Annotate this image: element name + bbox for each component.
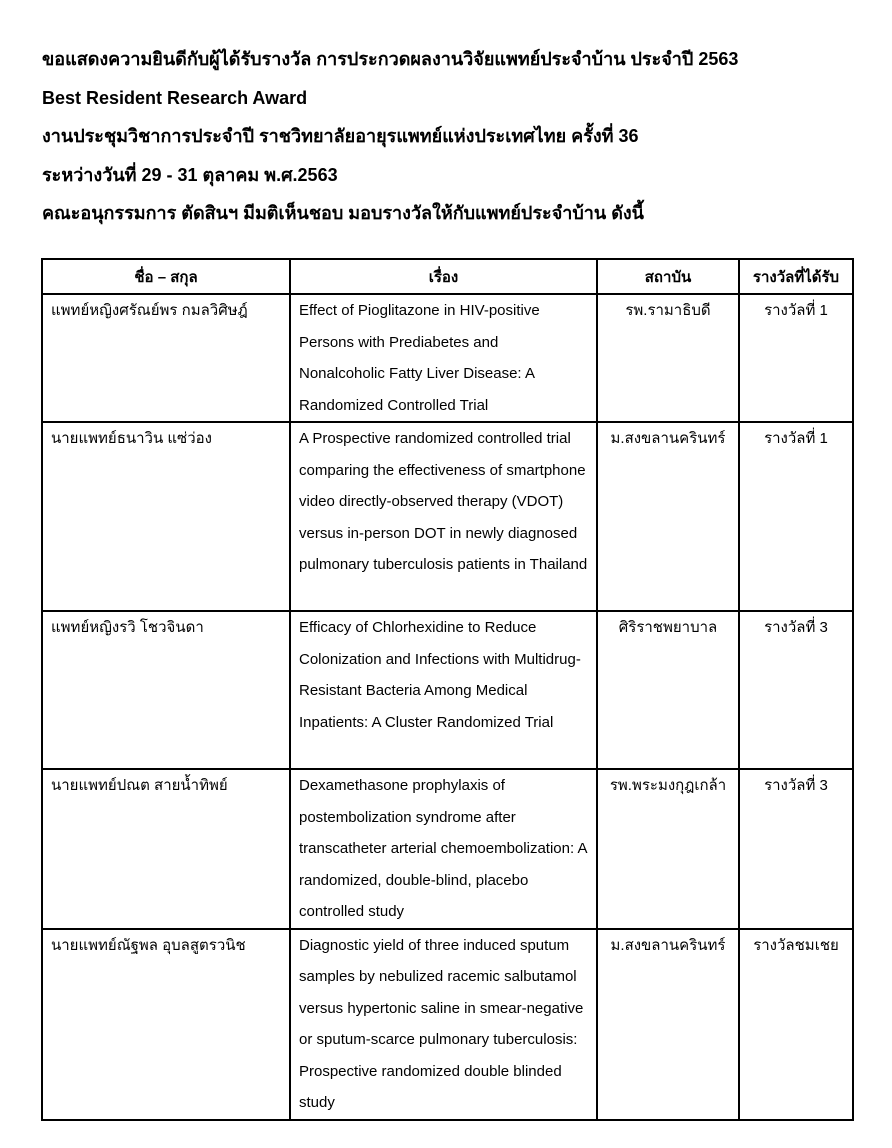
header-title: เรื่อง — [290, 259, 597, 294]
cell-name: นายแพทย์ณัฐพล อุบลสูตรวนิช — [42, 929, 290, 1120]
table-row — [42, 929, 853, 1120]
document-header — [42, 44, 872, 237]
awards-table — [41, 258, 854, 1121]
cell-award: รางวัลที่ 3 — [739, 611, 853, 769]
cell-name: นายแพทย์ธนาวิน แซ่ว่อง — [42, 422, 290, 611]
cell-name: แพทย์หญิงศรัณย์พร กมลวิศิษฎ์ — [42, 294, 290, 422]
cell-institution: รพ.รามาธิบดี — [597, 294, 739, 422]
cell-title: Efficacy of Chlorhexidine to Reduce Colonization and Infections with Multidrug-Resistant Bacteria Among Medical Inpatients: A Cluster Randomized Trial — [290, 611, 597, 769]
table-row — [42, 611, 853, 769]
cell-award: รางวัลที่ 1 — [739, 422, 853, 611]
cell-title: Diagnostic yield of three induced sputum samples by nebulized racemic salbutamol versus hypertonic saline in smear-negative or sputum-scarce pulmonary tuberculosis: Prospective randomized double blinded study — [290, 929, 597, 1120]
cell-award: รางวัลที่ 3 — [739, 769, 853, 929]
cell-institution: ศิริราชพยาบาล — [597, 611, 739, 769]
cell-title: Effect of Pioglitazone in HIV-positive Persons with Prediabetes and Nonalcoholic Fatty Liver Disease: A Randomized Controlled Trial — [290, 294, 597, 422]
committee-statement: คณะอนุกรรมการ ตัดสินฯ มีมติเห็นชอบ มอบรางวัลให้กับแพทย์ประจำบ้าน ดังนี้ — [42, 203, 644, 223]
conference-name: งานประชุมวิชาการประจำปี ราชวิทยาลัยอายุรแพทย์แห่งประเทศไทย ครั้งที่ 36 — [42, 126, 639, 146]
header-name: ชื่อ – สกุล — [42, 259, 290, 294]
header-award: รางวัลที่ได้รับ — [739, 259, 853, 294]
header-institution: สถาบัน — [597, 259, 739, 294]
table-row — [42, 294, 853, 422]
cell-institution: รพ.พระมงกุฎเกล้า — [597, 769, 739, 929]
table-row — [42, 769, 853, 929]
cell-institution: ม.สงขลานครินทร์ — [597, 422, 739, 611]
cell-award: รางวัลที่ 1 — [739, 294, 853, 422]
congratulations-heading: ขอแสดงความยินดีกับผู้ได้รับรางวัล การประกวดผลงานวิจัยแพทย์ประจำบ้าน ประจำปี 2563 — [42, 49, 739, 69]
table-header-row — [42, 259, 853, 294]
cell-award: รางวัลชมเชย — [739, 929, 853, 1120]
cell-institution: ม.สงขลานครินทร์ — [597, 929, 739, 1120]
cell-name: แพทย์หญิงรวิ โชวจินดา — [42, 611, 290, 769]
cell-title: A Prospective randomized controlled trial comparing the effectiveness of smartphone video directly-observed therapy (VDOT) versus in-person DOT in newly diagnosed pulmonary tuberculosis patients in Thailand — [290, 422, 597, 611]
table-row — [42, 422, 853, 611]
conference-dates: ระหว่างวันที่ 29 - 31 ตุลาคม พ.ศ.2563 — [42, 164, 338, 185]
award-name: Best Resident Research Award — [42, 87, 308, 108]
cell-name: นายแพทย์ปณต สายน้ำทิพย์ — [42, 769, 290, 929]
cell-title: Dexamethasone prophylaxis of postembolization syndrome after transcatheter arterial chemoembolization: A randomized, double-blind, placebo controlled study — [290, 769, 597, 929]
